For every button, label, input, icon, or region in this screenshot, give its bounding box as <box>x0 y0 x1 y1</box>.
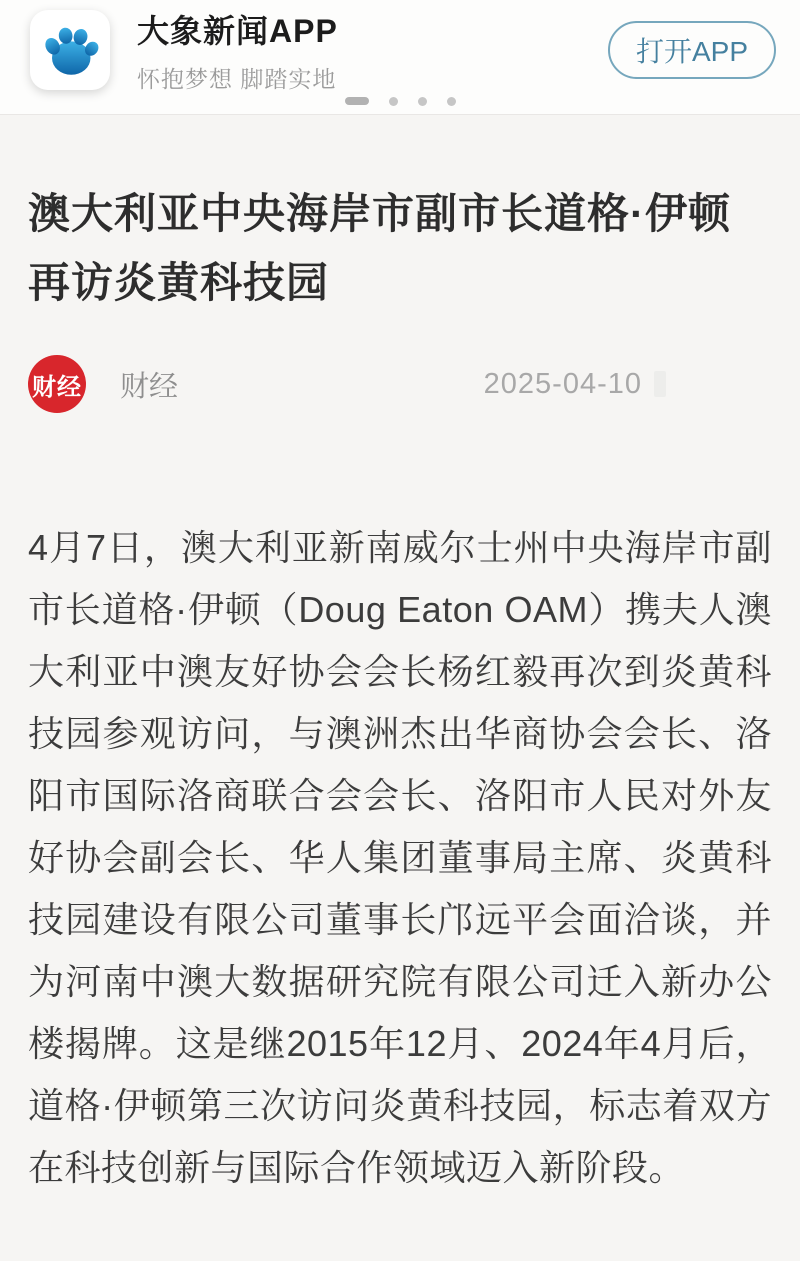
page-indicator-active-dot <box>345 97 369 105</box>
page-indicator-dot <box>418 97 427 106</box>
article-body: 4月7日，澳大利亚新南威尔士州中央海岸市副市长道格·伊顿（Doug Eaton OAM）携夫人澳大利亚中澳友好协会会长杨红毅再次到炎黄科技园参观访问，与澳洲杰出华商协会会长、洛阳市国际洛商联合会会长、洛阳市人民对外友好协会副会长、华人集团董事局主席、炎黄科技园建设有限公司董事长邝远平会面洽谈，并为河南中澳大数据研究院有限公司迁入新办公楼揭牌。这是继2015年12月、2024年4月后，道格·伊顿第三次访问炎黄科技园，标志着双方在科技创新与国际合作领域迈入新阶段。 <box>28 527 772 1188</box>
app-slogan: 怀抱梦想 脚踏实地 <box>137 66 337 92</box>
page-indicator-dot <box>447 97 456 106</box>
article-date: 2025-04-10 <box>483 367 642 400</box>
article-content <box>0 179 800 1199</box>
app-banner <box>0 0 800 92</box>
app-logo <box>30 10 110 90</box>
article-title: 澳大利亚中央海岸市副市长道格·伊顿再访炎黄科技园 <box>28 190 731 306</box>
date-wrap <box>484 368 666 401</box>
category-label: 财经 <box>120 370 179 403</box>
open-app-button[interactable]: 打开APP <box>608 21 776 79</box>
app-info <box>137 6 338 94</box>
banner-divider <box>0 114 800 115</box>
article-meta-row <box>28 355 772 413</box>
app-name: 大象新闻APP <box>137 13 338 49</box>
page-indicator <box>0 88 800 114</box>
elephant-paw-icon <box>39 19 101 81</box>
category-badge: 财经 <box>28 355 86 413</box>
date-fade-artifact <box>654 371 666 397</box>
page-indicator-dot <box>389 97 398 106</box>
